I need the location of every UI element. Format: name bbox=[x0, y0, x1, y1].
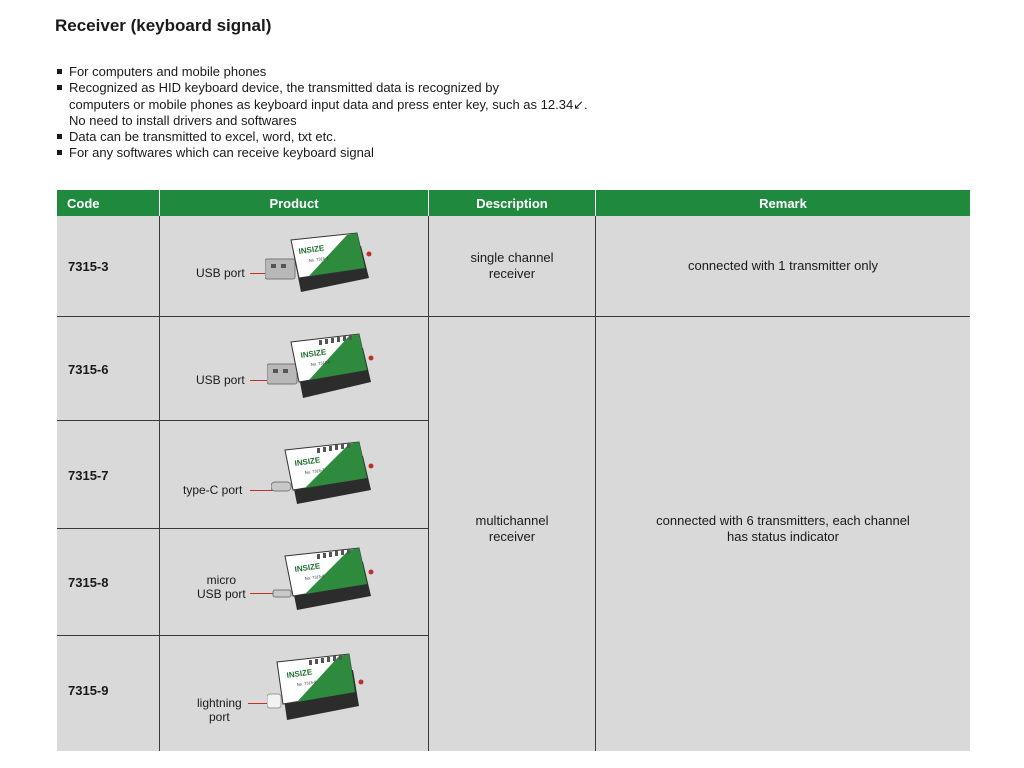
product-table bbox=[57, 190, 970, 751]
port-label bbox=[197, 573, 246, 601]
grid-line bbox=[595, 216, 596, 751]
description-line: receiver bbox=[488, 529, 536, 544]
port-label: type-C port bbox=[183, 483, 243, 497]
status-led-icon bbox=[369, 570, 374, 575]
code-7315-8: 7315-8 bbox=[68, 575, 109, 590]
remark-line: connected with 6 transmitters, each channel bbox=[656, 513, 910, 528]
logo-text: INSIZE bbox=[286, 667, 313, 680]
receiver-usb-a-icon bbox=[265, 230, 373, 300]
feature-item bbox=[57, 145, 588, 161]
model-text: No. 7315-7 bbox=[304, 467, 325, 475]
feature-line: Data can be transmitted to excel, word, txt etc. bbox=[69, 129, 337, 145]
status-led-icon bbox=[367, 252, 372, 257]
description-line: single channel bbox=[470, 250, 554, 265]
status-led-icon bbox=[369, 356, 374, 361]
receiver-type-c-icon bbox=[271, 436, 375, 512]
port-label: USB port bbox=[196, 373, 245, 387]
feature-item bbox=[57, 80, 588, 129]
logo-text: INSIZE bbox=[294, 561, 321, 574]
receiver-micro-usb-icon bbox=[271, 542, 375, 618]
model-text: No. 7315-8 bbox=[304, 573, 325, 581]
micro-usb-plug-icon bbox=[273, 590, 291, 597]
code-7315-6: 7315-6 bbox=[68, 362, 109, 377]
feature-list bbox=[57, 64, 588, 162]
description-line: multichannel bbox=[475, 513, 549, 528]
model-text: No. 7315-9 bbox=[296, 679, 317, 687]
type-c-plug-icon bbox=[271, 482, 291, 491]
grid-line bbox=[428, 216, 429, 751]
code-7315-3: 7315-3 bbox=[68, 259, 109, 274]
logo-text: INSIZE bbox=[300, 347, 327, 360]
page-title: Receiver (keyboard signal) bbox=[55, 16, 272, 35]
port-label-line: lightning bbox=[197, 696, 242, 710]
grid-line bbox=[57, 528, 428, 529]
remark-single: connected with 1 transmitter only bbox=[687, 258, 879, 273]
grid-line bbox=[57, 635, 428, 636]
status-led-icon bbox=[369, 464, 374, 469]
description-multi bbox=[429, 513, 595, 545]
remark-multi bbox=[596, 513, 970, 545]
port-label bbox=[197, 696, 242, 724]
header-remark: Remark bbox=[596, 190, 970, 216]
usb-pin-icon bbox=[281, 264, 286, 268]
header-code: Code bbox=[57, 190, 159, 216]
logo-text: INSIZE bbox=[298, 243, 325, 256]
header-description: Description bbox=[429, 190, 595, 216]
lightning-plug-icon bbox=[267, 694, 281, 708]
code-7315-7: 7315-7 bbox=[68, 468, 109, 483]
feature-line: For any softwares which can receive keyboard signal bbox=[69, 145, 374, 161]
logo-text: INSIZE bbox=[294, 455, 321, 468]
remark-line: has status indicator bbox=[726, 529, 839, 544]
port-label: USB port bbox=[196, 266, 245, 280]
receiver-lightning-icon bbox=[267, 648, 367, 728]
port-label-line: port bbox=[209, 710, 230, 724]
model-text: No. 7315-6 bbox=[310, 359, 331, 367]
usb-pin-icon bbox=[271, 264, 276, 268]
port-label-line: USB port bbox=[197, 587, 246, 601]
header-product: Product bbox=[160, 190, 428, 216]
usb-plug-icon bbox=[265, 259, 295, 279]
usb-plug-icon bbox=[267, 364, 297, 384]
feature-line: No need to install drivers and softwares bbox=[69, 112, 297, 128]
receiver-usb-a-icon bbox=[267, 330, 375, 406]
code-7315-9: 7315-9 bbox=[68, 683, 109, 698]
usb-pin-icon bbox=[273, 369, 278, 373]
feature-line: For computers and mobile phones bbox=[69, 64, 267, 79]
grid-line bbox=[57, 420, 428, 421]
feature-item bbox=[57, 129, 588, 145]
feature-line: Recognized as HID keyboard device, the transmitted data is recognized by bbox=[69, 80, 499, 96]
description-single bbox=[429, 250, 595, 282]
usb-pin-icon bbox=[283, 369, 288, 373]
status-led-icon bbox=[359, 680, 364, 685]
description-line: receiver bbox=[488, 266, 536, 281]
grid-line bbox=[57, 316, 970, 317]
model-text: No. 7315-3 bbox=[308, 255, 329, 263]
port-label-line: micro bbox=[206, 573, 237, 587]
grid-line bbox=[159, 216, 160, 751]
feature-item bbox=[57, 64, 588, 80]
feature-line: computers or mobile phones as keyboard input data and press enter key, such as 12.34↙. bbox=[69, 96, 588, 112]
